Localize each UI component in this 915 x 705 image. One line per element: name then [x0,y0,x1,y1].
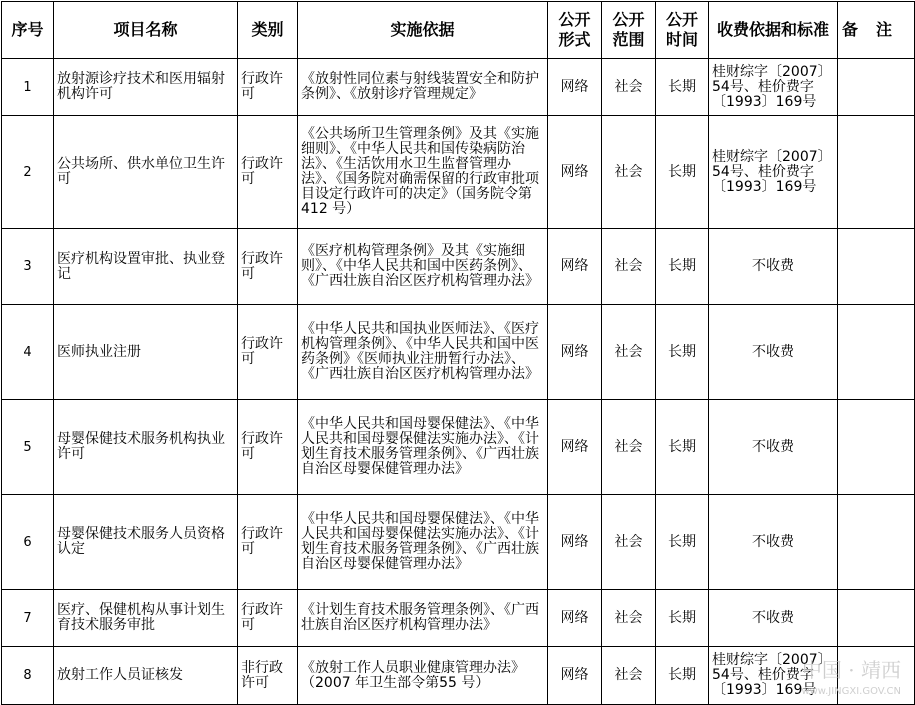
table-row [2,229,915,305]
header-fee-basis: 收费依据和标准 [709,2,838,59]
table-body [2,59,915,705]
watermark-url: www.JINGXI.GOV.CN [801,686,901,697]
row-category: 行政许可 [238,116,298,229]
row-disclosure-time: 长期 [656,305,709,400]
row-basis: 《放射工作人员职业健康管理办法》（2007 年卫生部令第55 号） [298,647,548,705]
row-disclosure-form: 网络 [548,59,602,116]
table-row [2,495,915,590]
row-disclosure-form: 网络 [548,116,602,229]
row-disclosure-time: 长期 [656,647,709,705]
row-seq: 3 [2,229,54,305]
row-basis: 《医疗机构管理条例》及其《实施细则》、《中华人民共和国中医药条例》、《广西壮族自治区医疗机构管理办法》 [298,229,548,305]
table-row [2,59,915,116]
row-project-name: 医师执业注册 [54,305,238,400]
row-project-name: 放射源诊疗技术和医用辐射机构许可 [54,59,238,116]
row-disclosure-time: 长期 [656,495,709,590]
row-disclosure-scope: 社会 [602,59,656,116]
row-disclosure-scope: 社会 [602,590,656,647]
row-category: 行政许可 [238,305,298,400]
table-row [2,305,915,400]
row-disclosure-form: 网络 [548,229,602,305]
watermark-logo: 中国 · 靖西 [801,658,901,682]
row-fee-basis: 不收费 [709,305,838,400]
row-disclosure-scope: 社会 [602,116,656,229]
row-remark [838,400,915,495]
row-category: 行政许可 [238,229,298,305]
row-basis: 《放射性同位素与射线装置安全和防护条例》、《放射诊疗管理规定》 [298,59,548,116]
row-basis: 《公共场所卫生管理条例》及其《实施细则》、《中华人民共和国传染病防治法》、《生活饮用水卫生监督管理办法》、《国务院对确需保留的行政审批项目设定行政许可的决定》（国务院令第412 号） [298,116,548,229]
row-disclosure-scope: 社会 [602,495,656,590]
table-row [2,647,915,705]
row-fee-basis: 桂财综字〔2007〕54号、桂价费字〔1993〕169号 [709,647,838,705]
header-project-name: 项目名称 [54,2,238,59]
row-remark [838,59,915,116]
row-project-name: 放射工作人员证核发 [54,647,238,705]
row-remark [838,590,915,647]
row-seq: 8 [2,647,54,705]
header-disclosure-time: 公开时间 [656,2,709,59]
row-disclosure-scope: 社会 [602,305,656,400]
row-project-name: 医疗、保健机构从事计划生育技术服务审批 [54,590,238,647]
row-project-name: 公共场所、供水单位卫生许可 [54,116,238,229]
row-remark [838,116,915,229]
row-category: 行政许可 [238,495,298,590]
row-disclosure-time: 长期 [656,59,709,116]
table-row [2,590,915,647]
table-row [2,116,915,229]
row-disclosure-time: 长期 [656,116,709,229]
row-seq: 2 [2,116,54,229]
row-remark [838,305,915,400]
row-project-name: 母婴保健技术服务人员资格认定 [54,495,238,590]
row-remark [838,229,915,305]
row-fee-basis: 不收费 [709,495,838,590]
row-disclosure-form: 网络 [548,400,602,495]
header-seq: 序号 [2,2,54,59]
table-row [2,400,915,495]
row-category: 行政许可 [238,590,298,647]
row-basis: 《中华人民共和国母婴保健法》、《中华人民共和国母婴保健法实施办法》、《计划生育技术服务管理条例》、《广西壮族自治区母婴保健管理办法》 [298,400,548,495]
row-fee-basis: 不收费 [709,400,838,495]
row-category: 行政许可 [238,59,298,116]
row-project-name: 医疗机构设置审批、执业登记 [54,229,238,305]
row-disclosure-form: 网络 [548,647,602,705]
row-disclosure-form: 网络 [548,590,602,647]
row-disclosure-scope: 社会 [602,400,656,495]
row-remark [838,495,915,590]
row-fee-basis: 桂财综字〔2007〕54号、桂价费字〔1993〕169号 [709,116,838,229]
row-seq: 5 [2,400,54,495]
row-seq: 6 [2,495,54,590]
row-category: 行政许可 [238,400,298,495]
row-fee-basis: 不收费 [709,229,838,305]
row-fee-basis: 不收费 [709,590,838,647]
public-disclosure-table [1,1,915,705]
row-disclosure-form: 网络 [548,495,602,590]
row-disclosure-time: 长期 [656,590,709,647]
header-remark: 备注 [838,2,915,59]
row-basis: 《计划生育技术服务管理条例》、《广西壮族自治区医疗机构管理办法》 [298,590,548,647]
header-disclosure-scope: 公开范围 [602,2,656,59]
row-seq: 4 [2,305,54,400]
row-disclosure-scope: 社会 [602,229,656,305]
row-seq: 7 [2,590,54,647]
row-disclosure-form: 网络 [548,305,602,400]
row-disclosure-time: 长期 [656,229,709,305]
header-row [2,2,915,59]
row-disclosure-time: 长期 [656,400,709,495]
row-basis: 《中华人民共和国母婴保健法》、《中华人民共和国母婴保健法实施办法》、《计划生育技术服务管理条例》、《广西壮族自治区母婴保健管理办法》 [298,495,548,590]
header-disclosure-form: 公开形式 [548,2,602,59]
row-seq: 1 [2,59,54,116]
row-basis: 《中华人民共和国执业医师法》、《医疗机构管理条例》、《中华人民共和国中医药条例》《医师执业注册暂行办法》、《广西壮族自治区医疗机构管理办法》 [298,305,548,400]
row-category: 非行政许可 [238,647,298,705]
header-category: 类别 [238,2,298,59]
row-disclosure-scope: 社会 [602,647,656,705]
row-fee-basis: 桂财综字〔2007〕54号、桂价费字〔1993〕169号 [709,59,838,116]
header-basis: 实施依据 [298,2,548,59]
row-project-name: 母婴保健技术服务机构执业许可 [54,400,238,495]
